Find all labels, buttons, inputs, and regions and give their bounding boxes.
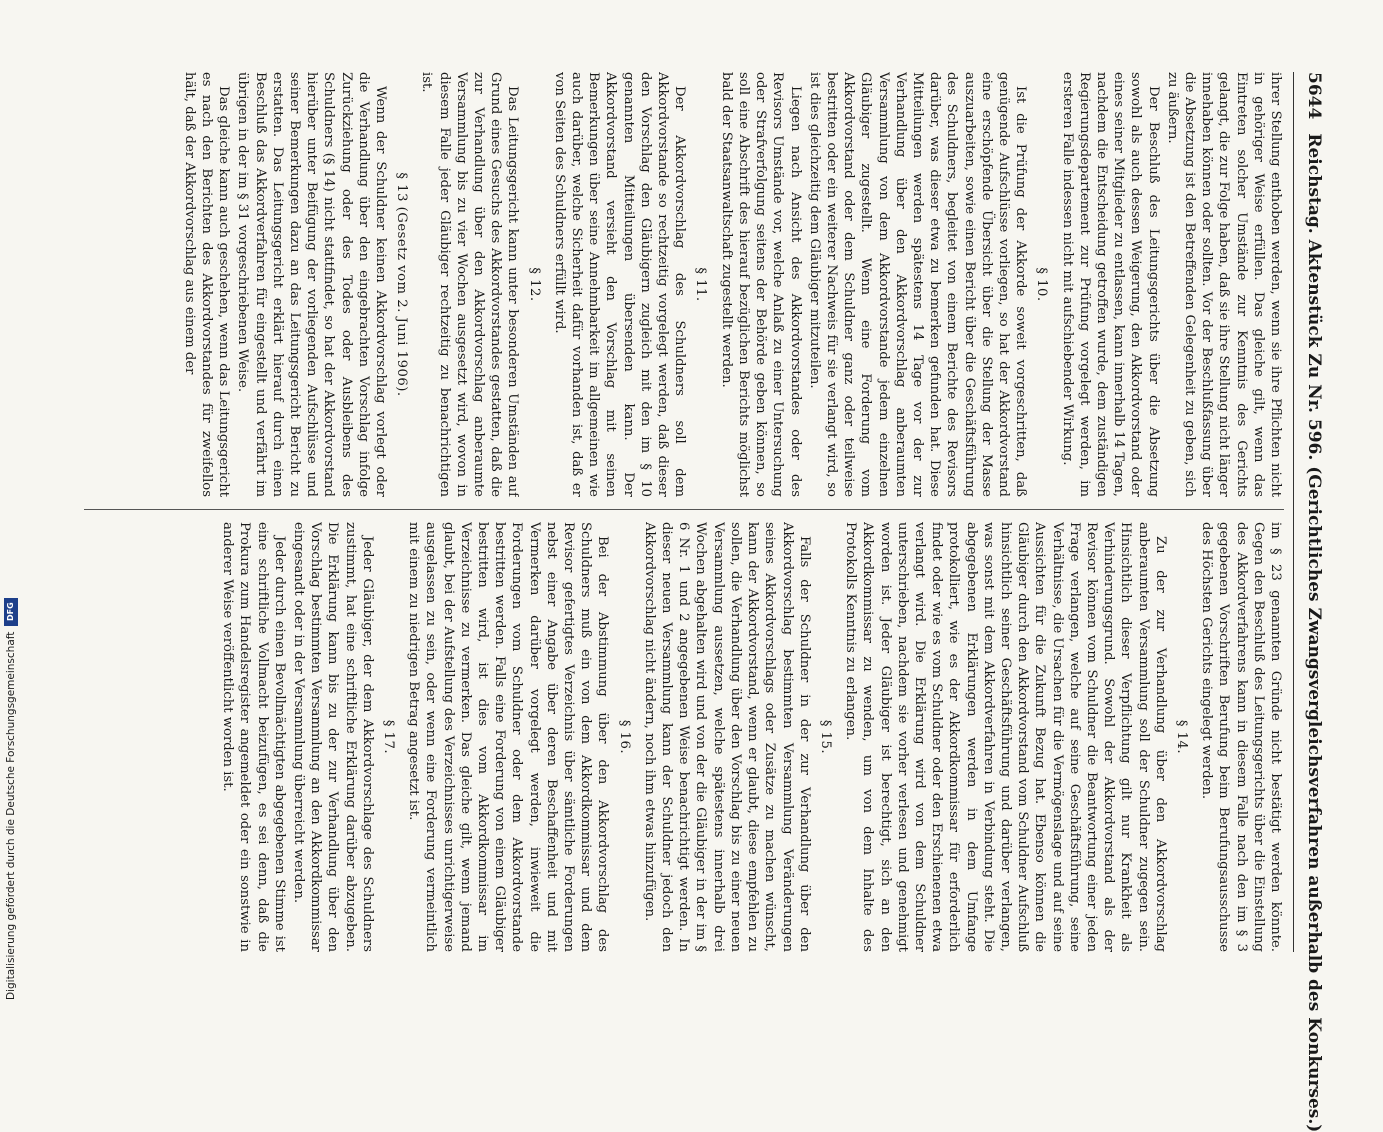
page-title: Reichstag. Aktenstück Zu Nr. 596. (Gerichtliches Zwangsvergleichsverfahren außerhalb des Konkurses.) [1304,133,1324,1132]
section-heading: § 10. [1034,267,1050,302]
paragraph: Falls der Schuldner in der zur Verhandlung über den Akkordvorschlag bestimmten Versammlung Veränderungen seines Akkordvorschlags oder Zusätze zu machen wünscht, kann der Akkordvorstand, wenn er glaubt, diese empfehlen zu sollen, die Verhandlung über den Vorschlag bis zu einer neuen Versammlung aussetzen, welche spätestens innerhalb drei Wochen abgehalten wird und von der die Gläubiger in der im § 6 Nr. 1 und 2 angegebenen Weise benachrichtigt werden. In dieser neuen Versammlung kann der Schuldner jedoch den Akkordvorschlag nicht ändern, noch ihm etwas hinzufügen. [641,522,812,952]
paragraph: Jeder durch einen Bevollmächtigten abgegebenen Stimme ist eine schriftliche Vollmacht beizufügen, es sei denn, daß die Prokura zum Handelsregister angemeldet oder ein sonstwie in anderer Weise veröffentlicht worden ist. [220,522,287,952]
section-heading: § 12. [526,267,542,302]
paragraph: Das Leitungsgericht kann unter besonderen Umständen auf Grund eines Gesuchs des Akkordvorstandes gestatten, daß die zur Verhandlung über den Akkordvorschlag anberaumte Versammlung bis zu vier Wochen ausgesetzt wird, wovon in diesem Falle jeder Gläubiger rechtzeitig zu benachrichtigen ist. [419,72,521,497]
paragraph: im § 23 genannten Gründe nicht bestätigt werden könnte. Gegen den Beschluß des Leitungsgerichts über die Einstellung des Akkordverfahrens kann in diesem Falle nach den im § 3 gegebenen Vorschriften Berufung beim Berufungsausschusse des Höchsten Gerichts eingelegt werden. [1199,522,1283,952]
dfg-logo: DFG [4,598,18,626]
paragraph: Das gleiche kann auch geschehen, wenn das Leitungsgericht es nach den Berichten des Akkordvorstandes für zweifellos hält, daß der Akkordvorschlag aus einem der [181,72,232,497]
section-heading: § 16. [616,719,632,755]
page-header [1296,72,1324,1132]
paragraph: Liegen nach Ansicht des Akkordvorstandes oder des Revisors Umstände vor, welche Anlaß zu einer Untersuchung oder Strafverfolgung seitens der Behörde geben können, so soll eine Abschrift des hierauf bezüglichen Berichts möglichst bald der Staatsanwaltschaft zugestellt werden. [718,72,803,497]
column-divider [84,509,1284,510]
paragraph: Wenn der Schuldner keinen Akkordvorschlag vorlegt oder die Verhandlung über den eingebrachten Vorschlag infolge Zurückziehung oder des Todes oder Ausbleibens des Schuldners (§ 14) nicht stattfindet, so hat der Akkordvorstand hierüber unter Beifügung der vorliegenden Aufschlüsse und seiner Bemerkungen dazu an das Leitungsgericht Bericht zu erstatten. Das Leitungsgericht erklärt hierauf durch einen Beschluß das Akkordverfahren für eingestellt und verfährt im übrigen in der im § 31 vorgeschriebenen Weise. [235,72,389,497]
paragraph: ihrer Stellung enthoben werden, wenn sie ihre Pflichten nicht in gehöriger Weise erfüllen. Das gleiche gilt, wenn das Eintreten solcher Umstände zur Kenntnis des Gerichts gelangt, die zur Folge haben, daß sie ihre Stellung nicht länger innehaben können oder sollten. Vor der Beschlußfassung über die Absetzung ist den Betreffenden Gelegenheit zu geben, sich zu äußern. [1164,72,1283,497]
paragraph: Zu der zur Verhandlung über den Akkordvorschlag anberaumten Versammlung soll der Schuldner zugegen sein. Hinsichtlich dieser Verpflichtung gilt nur Krankheit als Verhinderungsgrund. Sowohl der Akkordvorstand als der Revisor können vom Schuldner die Beantwortung einer jeden Frage verlangen, welche auf seine Geschäftsführung, seine Verhältnisse, die Ursachen für die Vermögenslage und auf seine Aussichten für die Zukunft Bezug hat. Ebenso können die Gläubiger durch den Akkordvorstand vom Schuldner Aufschluß hinsichtlich seiner Geschäftsführung und darüber verlangen, was sonst mit dem Akkordverfahren in Verbindung steht. Die abgegebenen Erklärungen werden in dem Umfange protokolliert, wie es der Akkordkommissar für erforderlich findet oder wie es vom Schuldner oder den Erschienenen etwa verlangt wird. Die Erklärung wird von dem Schuldner unterschrieben, nachdem sie vorher verlesen und genehmigt worden ist. Jeder Gläubiger ist berechtigt, sich an den Akkordkommissar zu wenden, um von dem Inhalte des Protokolls Kenntnis zu erlangen. [843,522,1168,952]
section-heading: § 15. [817,719,833,755]
section-heading: § 14. [1173,719,1189,755]
footer-strip [1,0,21,1000]
paragraph: Bei der Abstimmung über den Akkordvorschlag des Schuldners muß ein von dem Akkordkommissar und dem Revisor gefertigtes Verzeichnis über sämtliche Forderungen nebst einer Angabe über deren Beschaffenheit und mit Vermerken darüber vorgelegt werden, inwieweit die Forderungen vom Schuldner oder dem Akkordvorstande bestritten werden. Falls eine Forderung von einem Gläubiger bestritten wird, ist dies vom Akkordkommissar im Verzeichnisse zu vermerken. Das gleiche gilt, wenn jemand glaubt, bei der Aufstellung des Verzeichnisses unrichtigerweise ausgelassen zu sein, oder wenn eine Forderung vermeintlich mit einem zu niedrigen Betrag angesetzt ist. [406,522,611,952]
page-number: 5644 [1304,72,1324,120]
credit-text: Digitalisierung gefördert durch die Deutsche Forschungsgemeinschaft [5,631,17,1000]
rotated-sheet [77,72,1324,1132]
digitization-credit [1,0,21,1000]
header-rule [1293,72,1294,952]
section-heading: § 13 (Gesetz vom 2. Juni 1906). [394,172,410,397]
paragraph: Der Beschluß des Leitungsgerichts über die Absetzung sowohl als auch dessen Weigerung, den Akkordvorstand oder eines seiner Mitglieder zu entlassen, kann innerhalb 14 Tagen, nachdem die Entscheidung getroffen wurde, dem zuständigen Regierungsdepartement zur Prüfung vorgelegt werden, im ersteren Falle indessen nicht mit aufschiebender Wirkung. [1059,72,1161,497]
section-heading: § 17. [381,719,397,755]
paragraph: Jeder Gläubiger, der dem Akkordvorschlage des Schuldners zustimmt, hat eine schriftliche Erklärung darüber abzugeben. Die Erklärung kann bis zu der zur Verhandlung über den Vorschlag bestimmten Versammlung an den Akkordkommissar eingesandt oder in der Versammlung überreicht werden. [291,522,375,952]
paragraph: Der Akkordvorschlag des Schuldners soll dem Akkordvorstande so rechtzeitig vorgelegt werden, daß dieser den Vorschlag den Gläubigern zugleich mit den im § 10 genannten Mitteilungen übersenden kann. Der Akkordvorstand versieht den Vorschlag mit seinen Bemerkungen über seine Annehmbarkeit im allgemeinen wie auch darüber, welche Sicherheit dafür vorhanden ist, daß er von Seiten des Schuldners erfüllt wird. [551,72,688,497]
paragraph: Ist die Prüfung der Akkorde soweit vorgeschritten, daß genügende Aufschlüsse vorliegen, so hat der Akkordvorstand eine erschöpfende Übersicht über die Stellung der Masse auszuarbeiten, sowie einen Bericht über die Geschäftsführung des Schuldners, begleitet von einem Berichte des Revisors darüber, was dieser etwa zu bemerken gefunden hat. Diese Mitteilungen werden spätestens 14 Tage vor der zur Verhandlung über den Akkordvorschlag anberaumten Versammlung von dem Akkordvorstande jedem einzelnen Gläubiger zugestellt. Wenn eine Forderung vom Akkordvorstand oder dem Schuldner ganz oder teilweise bestritten oder ein weiterer Nachweis für sie verlangt wird, so ist dies gleichzeitig dem Gläubiger mitzuteilen. [806,72,1029,497]
section-heading: § 11. [693,267,709,302]
left-column [79,72,1284,497]
right-column [79,522,1284,952]
